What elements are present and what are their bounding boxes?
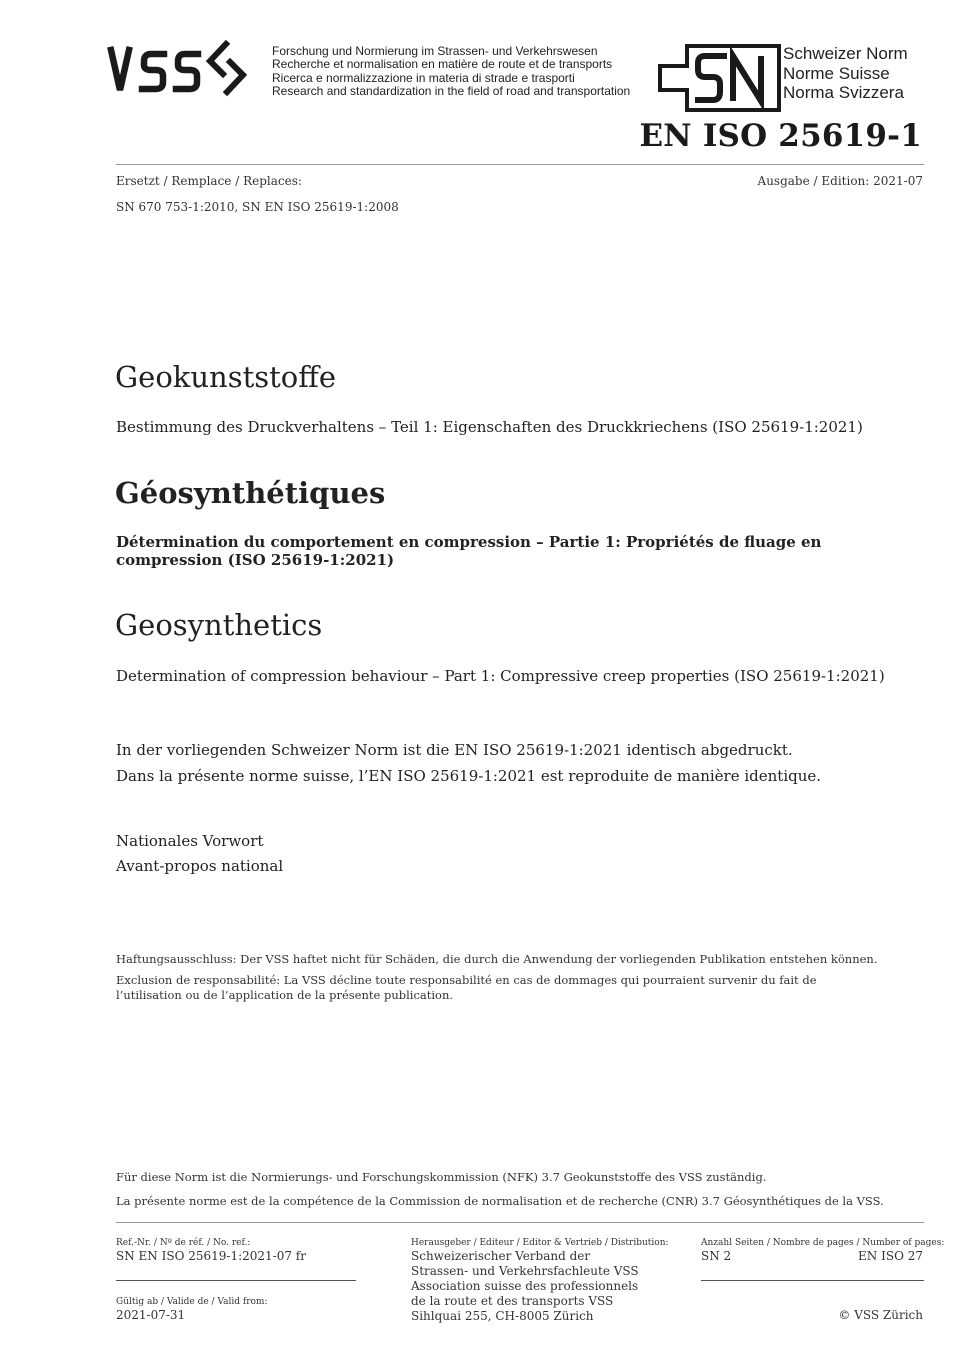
subtitle-de: Bestimmung des Druckverhaltens – Teil 1: Eigenschaften des Druckkriechens (ISO 25619-1:2021) [116, 418, 863, 436]
publisher-line: Strassen- und Verkehrsfachleute VSS [411, 1264, 639, 1278]
pages-label: Anzahl Seiten / Nombre de pages / Number of pages: [701, 1238, 945, 1248]
sn-logo [657, 44, 781, 112]
footer-right-divider [701, 1280, 924, 1281]
replaces-value: SN 670 753-1:2010, SN EN ISO 25619-1:2008 [116, 200, 399, 214]
disclaimer-de: Haftungsausschluss: Der VSS haftet nicht für Schäden, die durch die Anwendung der vorliegenden Publikation entstehen können. [116, 952, 878, 966]
footer-left-divider [116, 1280, 356, 1281]
publisher-label: Herausgeber / Editeur / Editor & Vertrieb / Distribution: [411, 1238, 669, 1248]
title-de: Geokunststoffe [115, 360, 337, 394]
publisher-line: Sihlquai 255, CH-8005 Zürich [411, 1309, 594, 1323]
valid-label: Gültig ab / Valide de / Valid from: [116, 1297, 268, 1307]
publisher-block [411, 1249, 639, 1324]
vss-logo [106, 40, 266, 100]
subtitle-fr: Détermination du comportement en compression – Partie 1: Propriétés de fluage en compression (ISO 25619-1:2021) [116, 533, 822, 569]
foreword-de: Nationales Vorwort [116, 832, 264, 850]
vss-tagline [272, 45, 630, 99]
tagline-line-de: Forschung und Normierung im Strassen- und Verkehrswesen [272, 44, 598, 58]
document-code: EN ISO 25619-1 [639, 118, 922, 154]
tagline-line-fr: Recherche et normalisation en matière de route et de transports [272, 57, 613, 72]
competence-fr: La présente norme est de la compétence de la Commission de normalisation et de recherche (CNR) 3.7 Géosynthétiques de la VSS. [116, 1194, 884, 1208]
title-fr: Géosynthétiques [115, 476, 386, 510]
valid-value: 2021-07-31 [116, 1308, 186, 1322]
publisher-line: Schweizerischer Verband der [411, 1249, 591, 1263]
statement-fr: Dans la présente norme suisse, l’EN ISO 25619-1:2021 est reproduite de manière identique. [116, 767, 822, 785]
pages-sn: SN 2 [701, 1249, 732, 1263]
copyright: © VSS Zürich [838, 1308, 923, 1322]
disclaimer-fr: Exclusion de responsabilité: La VSS décline toute responsabilité en cas de dommages qui pourraient survenir du fait de l’utilisation ou de l’application de la présente publication. [116, 973, 817, 1002]
title-en: Geosynthetics [115, 608, 323, 642]
header-divider [116, 164, 924, 165]
footer-divider [116, 1222, 924, 1223]
pages-en: EN ISO 27 [858, 1249, 923, 1263]
replaces-label: Ersetzt / Remplace / Replaces: [116, 174, 302, 188]
edition-label: Ausgabe / Edition: 2021-07 [757, 174, 923, 188]
ref-value: SN EN ISO 25619-1:2021-07 fr [116, 1249, 306, 1263]
publisher-line: Association suisse des professionnels [411, 1279, 639, 1293]
sn-name-fr: Norme Suisse [783, 63, 890, 83]
sn-names [783, 44, 908, 103]
subtitle-en: Determination of compression behaviour – Part 1: Compressive creep properties (ISO 25619-1:2021) [116, 667, 885, 685]
tagline-line-en: Research and standardization in the field of road and transportation [272, 84, 631, 99]
tagline-line-it: Ricerca e normalizzazione in materia di strade e trasporti [272, 70, 575, 85]
foreword-fr: Avant-propos national [116, 857, 284, 875]
ref-label: Ref.-Nr. / Nº de réf. / No. ref.: [116, 1238, 251, 1248]
sn-name-de: Schweizer Norm [783, 44, 908, 63]
statement-de: In der vorliegenden Schweizer Norm ist die EN ISO 25619-1:2021 identisch abgedruckt. [116, 741, 793, 759]
sn-name-it: Norma Svizzera [783, 83, 904, 102]
competence-de: Für diese Norm ist die Normierungs- und Forschungskommission (NFK) 3.7 Geokunststoffe des VSS zuständig. [116, 1170, 767, 1184]
publisher-line: de la route et des transports VSS [411, 1294, 614, 1308]
